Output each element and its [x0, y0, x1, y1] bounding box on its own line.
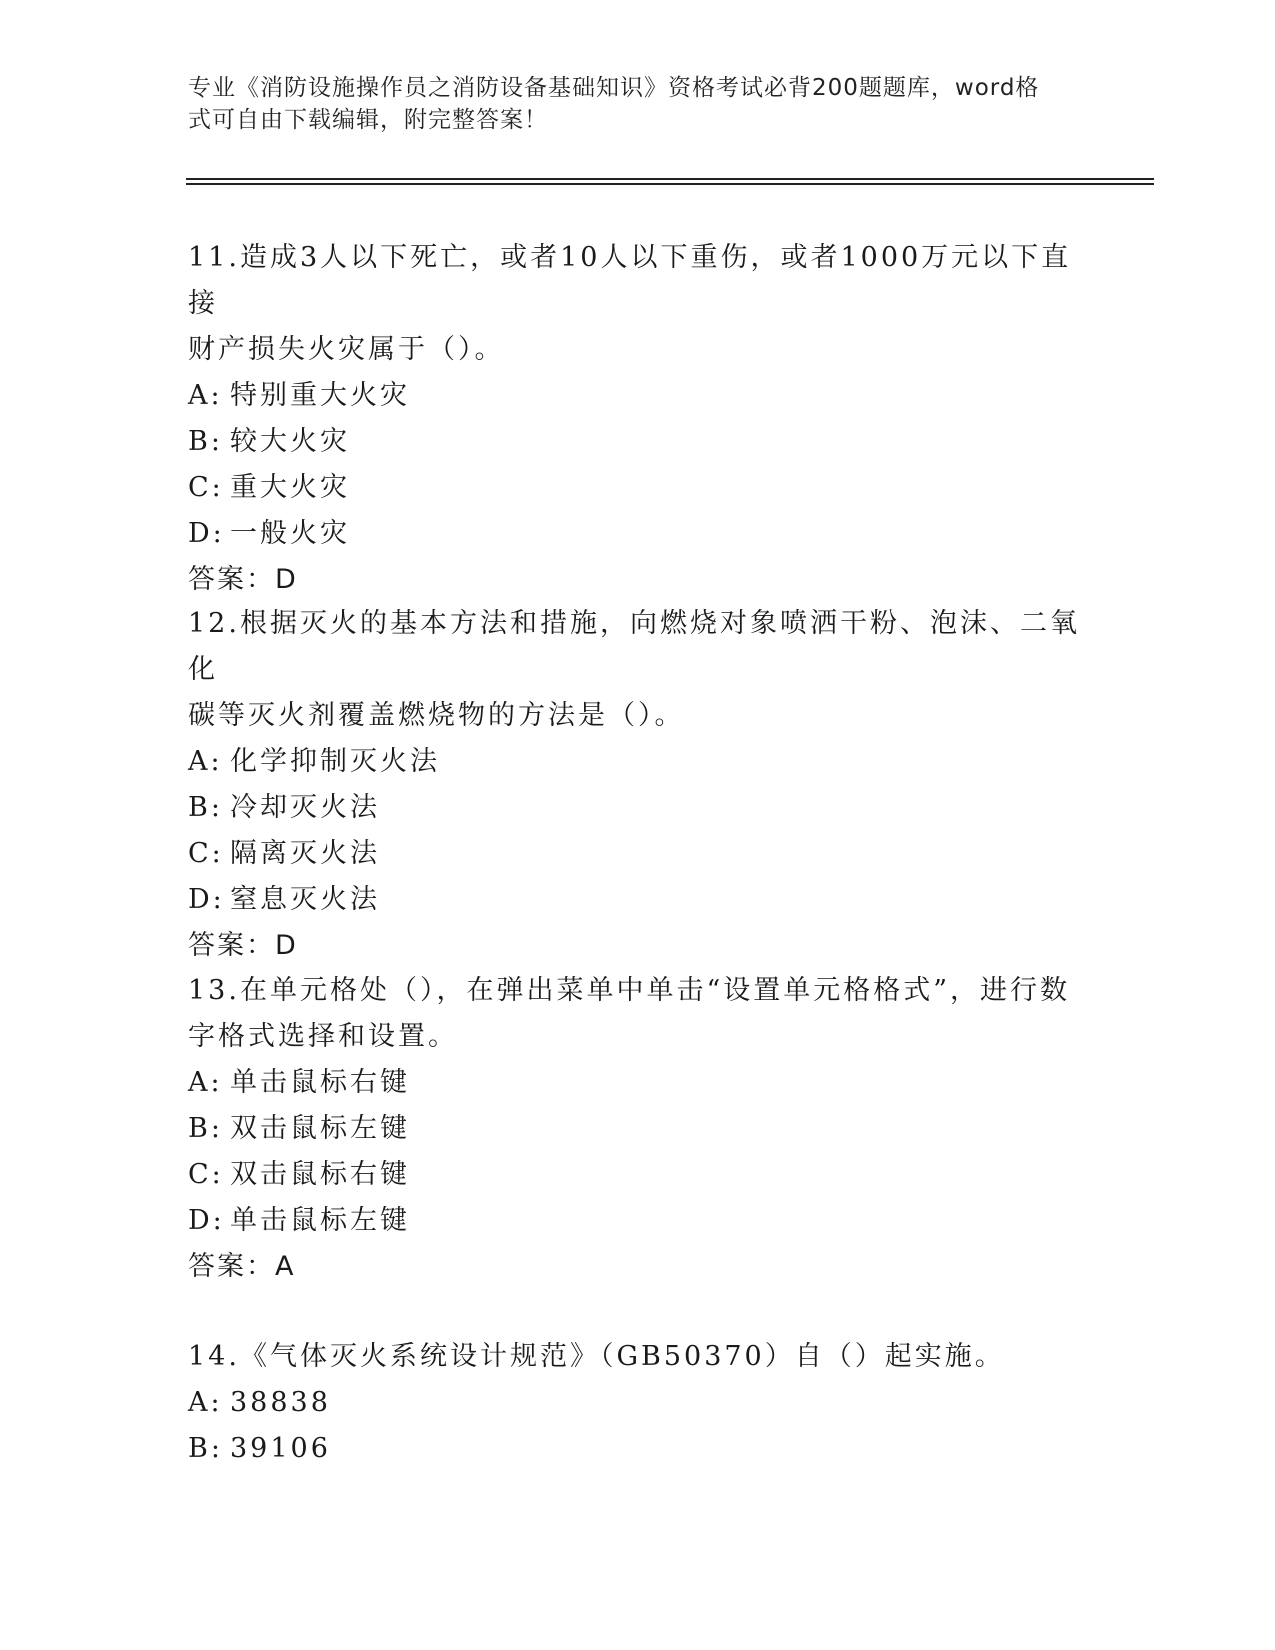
option-b	[188, 1426, 1088, 1472]
header-line-2: 式可自由下载编辑，附完整答案！	[188, 107, 548, 133]
option-letter: A:	[188, 380, 223, 411]
option-a	[188, 1380, 1088, 1426]
option-letter: B:	[188, 1113, 223, 1144]
option-text: 化学抑制灭火法	[230, 746, 440, 777]
option-c	[188, 465, 1088, 511]
option-letter: B:	[188, 1433, 223, 1464]
document-header	[188, 72, 1068, 136]
header-divider-bottom	[186, 183, 1154, 185]
option-text: 特别重大火灾	[230, 380, 410, 411]
question-text-line-2: 财产损失火灾属于（）。	[188, 334, 505, 365]
option-d	[188, 877, 1088, 923]
option-a	[188, 373, 1088, 419]
question-text-line-1: 12.根据灭火的基本方法和措施，向燃烧对象喷洒干粉、泡沫、二氧化	[188, 608, 1080, 685]
question-text-line-1: 13.在单元格处（），在弹出菜单中单击“设置单元格格式”，进行数	[188, 975, 1071, 1006]
option-b	[188, 419, 1088, 465]
option-text: 单击鼠标左键	[230, 1205, 410, 1236]
answer: 答案：D	[188, 930, 298, 961]
question-text-line-2: 碳等灭火剂覆盖燃烧物的方法是（）。	[188, 700, 685, 731]
option-letter: C:	[188, 1159, 224, 1190]
question-13	[188, 968, 1088, 1290]
option-letter: B:	[188, 426, 223, 457]
option-text: 38838	[230, 1387, 331, 1418]
question-12	[188, 601, 1088, 969]
question-11	[188, 235, 1088, 603]
option-letter: A:	[188, 746, 223, 777]
option-b	[188, 1106, 1088, 1152]
option-letter: D:	[188, 518, 225, 549]
answer: 答案：A	[188, 1251, 296, 1282]
option-text: 重大火灾	[230, 472, 350, 503]
option-b	[188, 785, 1088, 831]
option-a	[188, 1060, 1088, 1106]
option-text: 双击鼠标右键	[230, 1159, 410, 1190]
option-letter: A:	[188, 1387, 223, 1418]
option-letter: B:	[188, 792, 223, 823]
option-d	[188, 1198, 1088, 1244]
question-14	[188, 1334, 1088, 1472]
option-text: 39106	[230, 1433, 331, 1464]
option-text: 隔离灭火法	[230, 838, 380, 869]
answer: 答案：D	[188, 564, 298, 595]
question-text-line-1: 11.造成3人以下死亡，或者10人以下重伤，或者1000万元以下直接	[188, 242, 1072, 319]
question-text-line-2: 字格式选择和设置。	[188, 1021, 458, 1052]
option-letter: D:	[188, 1205, 225, 1236]
option-d	[188, 511, 1088, 557]
option-letter: D:	[188, 884, 225, 915]
option-c	[188, 1152, 1088, 1198]
question-text-line-1: 14.《气体灭火系统设计规范》（GB50370）自（）起实施。	[188, 1341, 1005, 1372]
option-text: 较大火灾	[230, 426, 350, 457]
option-text: 单击鼠标右键	[230, 1067, 410, 1098]
option-text: 一般火灾	[230, 518, 350, 549]
option-text: 双击鼠标左键	[230, 1113, 410, 1144]
option-c	[188, 831, 1088, 877]
option-text: 窒息灭火法	[230, 884, 380, 915]
option-text: 冷却灭火法	[230, 792, 380, 823]
header-line-1: 专业《消防设施操作员之消防设备基础知识》资格考试必背200题题库，word格	[188, 75, 1040, 101]
option-a	[188, 739, 1088, 785]
header-divider-top	[186, 178, 1154, 180]
option-letter: C:	[188, 838, 224, 869]
option-letter: C:	[188, 472, 224, 503]
option-letter: A:	[188, 1067, 223, 1098]
